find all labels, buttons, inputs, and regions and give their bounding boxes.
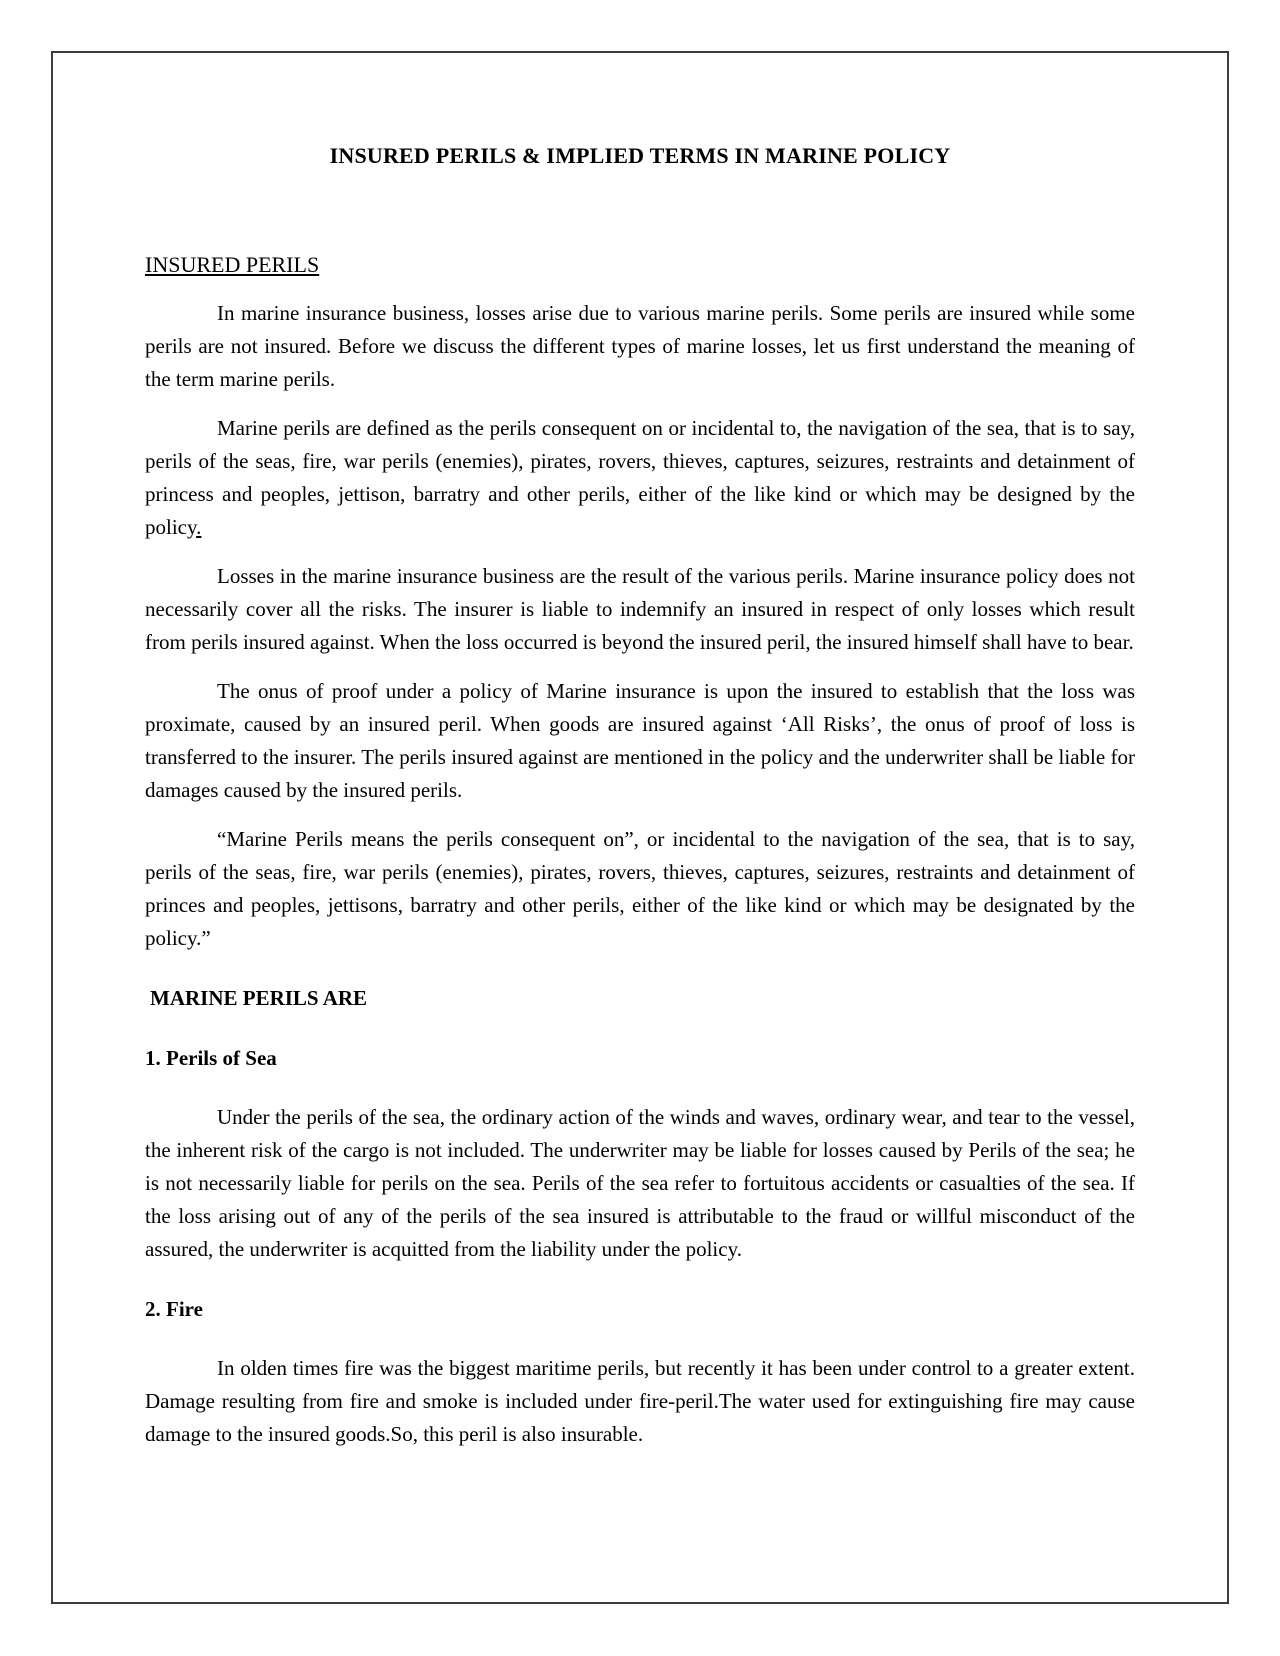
underlined-period: . [196,515,202,539]
document-title: INSURED PERILS & IMPLIED TERMS IN MARINE POLICY [329,143,951,168]
paragraph-losses: Losses in the marine insurance business are the result of the various perils. Marine insurance policy does not necessarily cover all the risks. The insurer is liable to indemnify an insured in respect of only losses which result from perils insured against. When the loss occurred is beyond the insured peril, the insured himself shall have to bear. [145,564,1135,654]
paragraph-marine-perils-definition [145,412,1135,544]
heading-perils-of-sea: 1. Perils of Sea [145,1046,277,1070]
paragraph-marine-perils-quote: “Marine Perils means the perils consequent on”, or incidental to the navigation of the sea, that is to say, perils of the seas, fire, war perils (enemies), pirates, rovers, thieves, captures, seizures, restraints and detainment of princes and peoples, jettisons, barratry and other perils, either of the like kind or which may be designated by the policy.” [145,827,1135,950]
section-heading-insured-perils: INSURED PERILS [145,252,320,277]
document-content [53,53,1227,1451]
paragraph-text: Marine perils are defined as the perils consequent on or incidental to, the navigation of the sea, that is to say, perils of the seas, fire, war perils (enemies), pirates, rovers, thieves, captures, seizures, restraints and detainment of princess and peoples, jettison, barratry and other perils, either of the like kind or which may be designed by the policy [145,416,1135,539]
paragraph-fire: In olden times fire was the biggest maritime perils, but recently it has been under control to a greater extent. Damage resulting from fire and smoke is included under fire-peril.The water used for extinguishing fire may cause damage to the insured goods.So, this peril is also insurable. [145,1356,1135,1446]
paragraph-onus-of-proof: The onus of proof under a policy of Marine insurance is upon the insured to establish that the loss was proximate, caused by an insured peril. When goods are insured against ‘All Risks’, the onus of proof of loss is transferred to the insurer. The perils insured against are mentioned in the policy and the underwriter shall be liable for damages caused by the insured perils. [145,679,1135,802]
page-border [51,51,1229,1604]
paragraph-intro: In marine insurance business, losses arise due to various marine perils. Some perils are insured while some perils are not insured. Before we discuss the different types of marine losses, let us first understand the meaning of the term marine perils. [145,301,1135,391]
paragraph-perils-of-sea: Under the perils of the sea, the ordinary action of the winds and waves, ordinary wear, and tear to the vessel, the inherent risk of the cargo is not included. The underwriter may be liable for losses caused by Perils of the sea; he is not necessarily liable for perils on the sea. Perils of the sea refer to fortuitous accidents or casualties of the sea. If the loss arising out of any of the perils of the sea insured is attributable to the fraud or willful misconduct of the assured, the underwriter is acquitted from the liability under the policy. [145,1105,1135,1261]
heading-marine-perils-are: MARINE PERILS ARE [150,986,368,1010]
heading-fire: 2. Fire [145,1297,203,1321]
